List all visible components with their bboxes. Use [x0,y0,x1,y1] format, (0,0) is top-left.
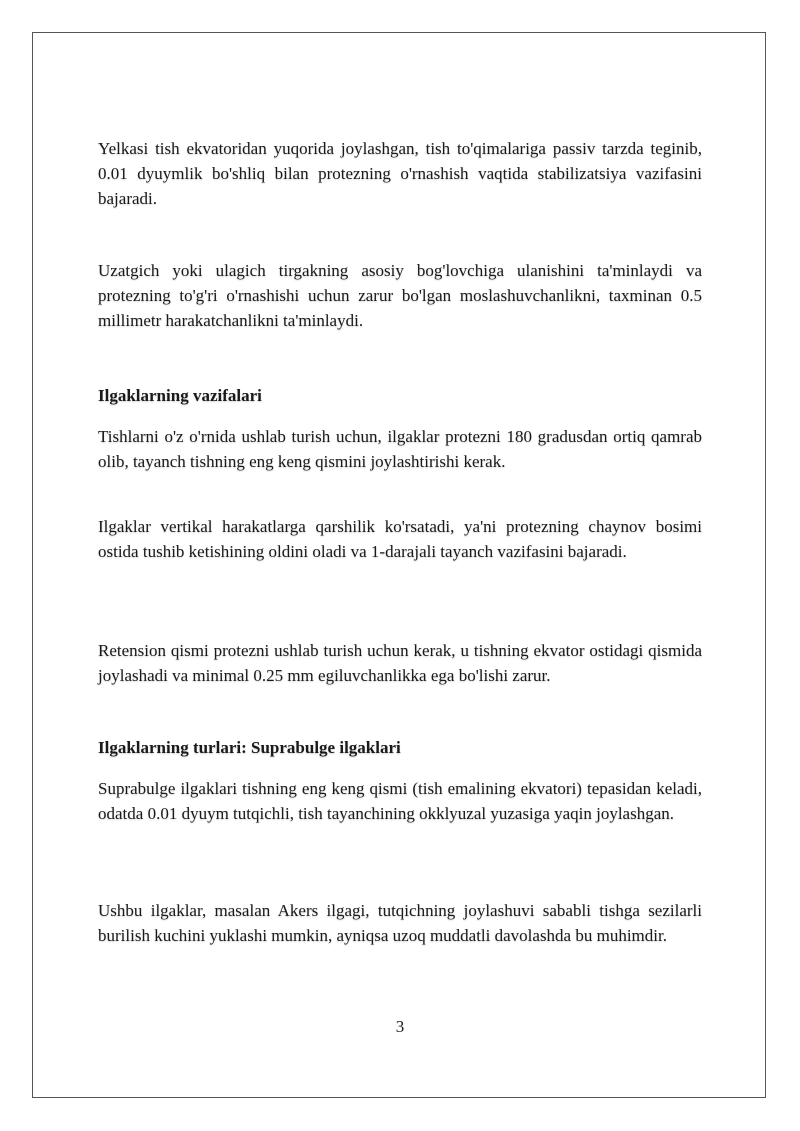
paragraph-clasp-shoulder: Yelkasi tish ekvatoridan yuqorida joylashgan, tish to'qimalariga passiv tarzda teginib, 0.01 dyuymlik bo'shliq bilan protezning o'rnashish vaqtida stabilizatsiya vazifasini bajaradi. [98,139,702,208]
heading-clasp-types: Ilgaklarning turlari: Suprabulge ilgaklari [98,738,401,757]
paragraph-akers-clasp: Ushbu ilgaklar, masalan Akers ilgagi, tutqichning joylashuvi sababli tishga sezilarli burilish kuchini yuklashi mumkin, ayniqsa uzoq muddatli davolashda bu muhimdir. [98,901,702,945]
paragraph-encirclement: Tishlarni o'z o'rnida ushlab turish uchun, ilgaklar protezni 180 gradusdan ortiq qamrab olib, tayanch tishning eng keng qismini joylashtirishi kerak. [98,427,702,471]
heading-clasp-functions: Ilgaklarning vazifalari [98,386,262,405]
paragraph-connector: Uzatgich yoki ulagich tirgakning asosiy bog'lovchiga ulanishini ta'minlaydi va protezning to'g'ri o'rnashishi uchun zarur bo'lgan moslashuvchanlikni, taxminan 0.5 millimetr harakatchanlikni ta'minlaydi. [98,261,702,330]
paragraph-vertical-support: Ilgaklar vertikal harakatlarga qarshilik ko'rsatadi, ya'ni protezning chaynov bosimi ostida tushib ketishining oldini oladi va 1-darajali tayanch vazifasini bajaradi. [98,517,702,561]
paragraph-suprabulge: Suprabulge ilgaklari tishning eng keng qismi (tish emalining ekvatori) tepasidan keladi, odatda 0.01 dyuym tutqichli, tish tayanchining okklyuzal yuzasiga yaqin joylashgan. [98,779,702,823]
paragraph-retention: Retension qismi protezni ushlab turish uchun kerak, u tishning ekvator ostidagi qismida joylashadi va minimal 0.25 mm egiluvchanlikka ega bo'lishi zarur. [98,641,702,685]
page-number: 3 [395,1017,405,1036]
